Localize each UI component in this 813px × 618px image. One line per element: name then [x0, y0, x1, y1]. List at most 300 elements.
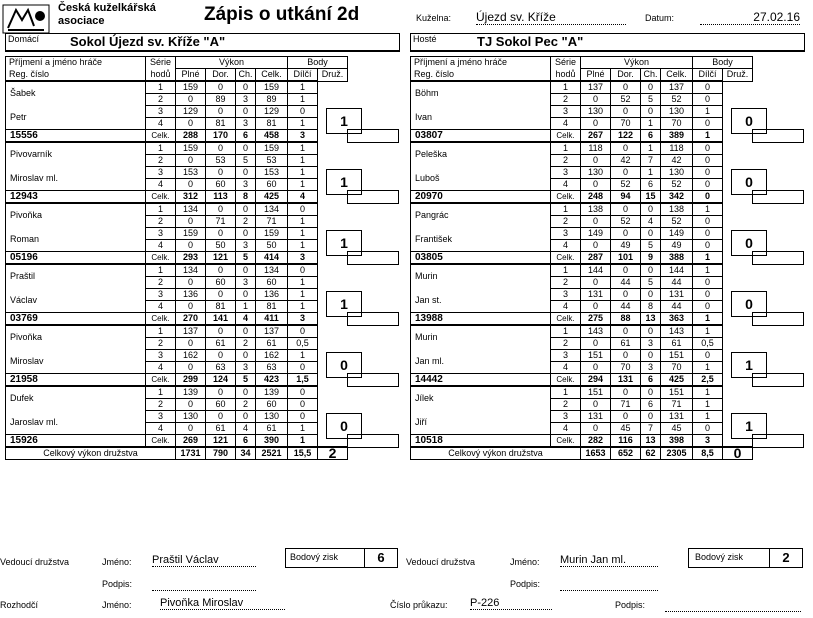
score-cell: 1 [288, 142, 318, 155]
score-cell: 0 [206, 142, 236, 155]
player-reg-number: 13988 [411, 313, 551, 326]
total-cell: 3 [693, 435, 723, 448]
total-cell: 6 [641, 374, 661, 387]
team-total-row [411, 447, 804, 460]
header-body: Body [693, 57, 753, 69]
score-cell: 81 [206, 118, 236, 130]
datum-value: 27.02.16 [700, 10, 800, 25]
team-total-cell: 2305 [661, 447, 693, 460]
score-cell: 130 [176, 411, 206, 423]
serie-cell: 3 [551, 228, 581, 240]
score-cell: 137 [256, 325, 288, 338]
score-cell: 81 [256, 118, 288, 130]
player-druz-points: 0 [731, 169, 767, 195]
score-cell: 0 [176, 399, 206, 411]
home-zisk-box [285, 548, 398, 568]
score-cell: 0 [206, 167, 236, 179]
score-cell: 0 [693, 301, 723, 313]
score-cell: 0 [236, 142, 256, 155]
score-cell: 81 [256, 301, 288, 313]
score-cell: 0 [611, 386, 641, 399]
score-cell: 0 [693, 142, 723, 155]
score-cell: 139 [176, 386, 206, 399]
score-cell: 0 [176, 118, 206, 130]
away-jmeno-label: Jméno: [510, 557, 540, 567]
player-surname: Praštil [6, 264, 146, 289]
player-surname: Jílek [411, 386, 551, 411]
score-cell: 49 [611, 240, 641, 252]
score-cell: 4 [641, 216, 661, 228]
total-cell: 94 [611, 191, 641, 204]
score-cell: 0,5 [288, 338, 318, 350]
serie-cell: 4 [551, 362, 581, 374]
score-cell: 71 [206, 216, 236, 228]
score-cell: 151 [581, 386, 611, 399]
score-cell: 0,5 [693, 338, 723, 350]
score-cell: 5 [236, 155, 256, 167]
score-cell: 0 [641, 411, 661, 423]
header-name: Příjmení a jméno hráče [6, 57, 146, 69]
score-cell: 1 [288, 118, 318, 130]
serie-cell: 4 [146, 240, 176, 252]
total-cell: 3 [288, 130, 318, 143]
serie-cell: 1 [146, 81, 176, 94]
team-total-cell: 34 [236, 447, 256, 460]
score-cell: 0 [611, 228, 641, 240]
rozhodci-label: Rozhodčí [0, 600, 39, 610]
player-first-name: Jiří [411, 411, 551, 435]
score-cell: 44 [611, 301, 641, 313]
score-cell: 0 [693, 94, 723, 106]
score-cell: 5 [641, 240, 661, 252]
score-cell: 0 [236, 386, 256, 399]
score-cell: 0 [236, 106, 256, 118]
total-cell: 1 [288, 435, 318, 448]
total-cell: 5 [236, 252, 256, 265]
score-cell: 0 [581, 399, 611, 411]
score-cell: 0 [641, 81, 661, 94]
score-cell: 0 [236, 81, 256, 94]
serie-cell: 2 [146, 338, 176, 350]
score-cell: 45 [611, 423, 641, 435]
player-surname: Šabek [6, 81, 146, 106]
prukaz-label: Číslo průkazu: [390, 600, 448, 610]
total-cell: 121 [206, 435, 236, 448]
score-cell: 134 [176, 203, 206, 216]
total-cell: 3 [288, 252, 318, 265]
away-results-table [410, 56, 804, 460]
score-cell: 0 [581, 240, 611, 252]
score-cell: 42 [661, 155, 693, 167]
score-cell: 0 [611, 81, 641, 94]
serie-cell: 3 [146, 228, 176, 240]
total-label: Celk. [551, 435, 581, 448]
player-reg-number: 10518 [411, 435, 551, 448]
total-label: Celk. [551, 191, 581, 204]
org-line-1: Česká kuželkářská [58, 2, 156, 14]
home-role-label: Domácí [8, 34, 40, 44]
player-druz-points: 0 [326, 413, 362, 439]
table-row [411, 264, 804, 277]
score-cell: 0 [581, 179, 611, 191]
serie-cell: 2 [551, 94, 581, 106]
score-cell: 1 [693, 362, 723, 374]
team-total-row [6, 447, 399, 460]
header-ch: Ch. [641, 69, 661, 82]
serie-cell: 2 [551, 399, 581, 411]
serie-cell: 4 [146, 423, 176, 435]
total-cell: 2,5 [693, 374, 723, 387]
score-cell: 0 [206, 264, 236, 277]
score-cell: 71 [256, 216, 288, 228]
home-team-name: Sokol Újezd sv. Kříže "A" [70, 34, 226, 49]
header-ch: Ch. [236, 69, 256, 82]
score-cell: 0 [581, 277, 611, 289]
serie-cell: 4 [551, 179, 581, 191]
away-podpis-line [560, 580, 658, 591]
score-cell: 0 [611, 264, 641, 277]
score-cell: 61 [206, 423, 236, 435]
team-total-cell: 8,5 [693, 447, 723, 460]
score-cell: 0 [641, 325, 661, 338]
header-name: Příjmení a jméno hráče [411, 57, 551, 69]
player-druz-points: 1 [731, 352, 767, 378]
header-plne: Plné [581, 69, 611, 82]
rozhodci-podpis-label: Podpis: [615, 600, 646, 610]
serie-cell: 2 [146, 216, 176, 228]
serie-cell: 1 [551, 264, 581, 277]
serie-cell: 1 [146, 203, 176, 216]
serie-cell: 4 [551, 118, 581, 130]
score-cell: 71 [661, 399, 693, 411]
score-cell: 0 [641, 350, 661, 362]
total-cell: 282 [581, 435, 611, 448]
score-cell: 63 [206, 362, 236, 374]
score-cell: 0 [176, 277, 206, 289]
score-cell: 0 [206, 411, 236, 423]
header-hodu: hodů [551, 69, 581, 82]
home-jmeno-label: Jméno: [102, 557, 132, 567]
total-cell: 363 [661, 313, 693, 326]
prukaz-value: P-226 [470, 597, 552, 610]
score-cell: 5 [641, 277, 661, 289]
team-total-cell: 62 [641, 447, 661, 460]
score-cell: 0 [176, 94, 206, 106]
total-cell: 275 [581, 313, 611, 326]
druz-cell-wrap [723, 295, 753, 326]
total-cell: 267 [581, 130, 611, 143]
serie-cell: 3 [551, 106, 581, 118]
score-cell: 81 [206, 301, 236, 313]
player-druz-points: 0 [326, 352, 362, 378]
serie-cell: 1 [551, 81, 581, 94]
player-first-name: Luboš [411, 167, 551, 191]
player-druz-points: 1 [326, 291, 362, 317]
away-zisk-box [688, 548, 803, 568]
total-cell: 6 [641, 130, 661, 143]
score-cell: 0 [581, 423, 611, 435]
total-cell: 398 [661, 435, 693, 448]
header-vykon: Výkon [581, 57, 693, 69]
score-cell: 0 [693, 228, 723, 240]
score-cell: 63 [256, 362, 288, 374]
total-cell: 13 [641, 435, 661, 448]
score-cell: 0 [581, 362, 611, 374]
score-cell: 45 [661, 423, 693, 435]
header-celk: Celk. [661, 69, 693, 82]
table-row [411, 203, 804, 216]
score-cell: 149 [661, 228, 693, 240]
score-cell: 1 [693, 325, 723, 338]
header-spacer [753, 69, 804, 82]
score-cell: 3 [641, 362, 661, 374]
player-first-name: Jan ml. [411, 350, 551, 374]
score-cell: 1 [288, 216, 318, 228]
score-cell: 89 [206, 94, 236, 106]
table-row [411, 386, 804, 399]
score-cell: 136 [256, 289, 288, 301]
total-cell: 116 [611, 435, 641, 448]
score-cell: 0 [176, 423, 206, 435]
home-team-bar [5, 33, 400, 52]
player-reg-number: 21958 [6, 374, 146, 387]
score-cell: 131 [581, 289, 611, 301]
score-cell: 138 [661, 203, 693, 216]
score-cell: 162 [256, 350, 288, 362]
total-label: Celk. [551, 374, 581, 387]
score-cell: 0 [288, 106, 318, 118]
serie-cell: 2 [146, 155, 176, 167]
serie-cell: 3 [146, 167, 176, 179]
score-cell: 0 [236, 203, 256, 216]
score-cell: 0 [236, 228, 256, 240]
score-cell: 6 [641, 399, 661, 411]
score-cell: 0 [611, 289, 641, 301]
header-serie: Série [146, 57, 176, 69]
total-cell: 131 [611, 374, 641, 387]
score-cell: 1 [288, 301, 318, 313]
score-cell: 7 [641, 155, 661, 167]
score-cell: 0 [206, 325, 236, 338]
player-druz-points: 1 [326, 230, 362, 256]
score-cell: 60 [256, 179, 288, 191]
score-cell: 0 [176, 216, 206, 228]
player-reg-number: 15556 [6, 130, 146, 143]
score-cell: 60 [206, 277, 236, 289]
score-cell: 134 [176, 264, 206, 277]
druz-cell-wrap [318, 112, 348, 143]
total-cell: 423 [256, 374, 288, 387]
player-druz-points: 1 [326, 169, 362, 195]
score-cell: 7 [641, 423, 661, 435]
table-row [411, 142, 804, 155]
total-cell: 458 [256, 130, 288, 143]
score-cell: 53 [256, 155, 288, 167]
total-cell: 287 [581, 252, 611, 265]
score-cell: 0 [581, 94, 611, 106]
table-row [6, 203, 399, 216]
total-cell: 113 [206, 191, 236, 204]
player-first-name: Ivan [411, 106, 551, 130]
score-cell: 0 [236, 350, 256, 362]
player-surname: Pangrác [411, 203, 551, 228]
score-cell: 0 [693, 155, 723, 167]
score-cell: 1 [693, 264, 723, 277]
score-cell: 138 [581, 203, 611, 216]
total-cell: 6 [236, 130, 256, 143]
score-cell: 130 [581, 106, 611, 118]
header-druz: Druž. [723, 69, 753, 82]
score-cell: 52 [661, 94, 693, 106]
home-zisk-value: 6 [364, 549, 397, 567]
datum-label: Datum: [645, 13, 675, 23]
player-surname: Pivoňka [6, 203, 146, 228]
total-cell: 3 [288, 313, 318, 326]
score-cell: 70 [611, 362, 641, 374]
score-cell: 0 [641, 386, 661, 399]
score-cell: 130 [661, 167, 693, 179]
total-cell: 170 [206, 130, 236, 143]
total-cell: 299 [176, 374, 206, 387]
druz-cell-wrap [723, 356, 753, 387]
score-cell: 131 [661, 411, 693, 423]
player-surname: Pivoňka [6, 325, 146, 350]
score-cell: 71 [611, 399, 641, 411]
player-reg-number: 03807 [411, 130, 551, 143]
player-first-name: Jan st. [411, 289, 551, 313]
score-cell: 42 [611, 155, 641, 167]
score-cell: 61 [256, 423, 288, 435]
player-first-name: Petr [6, 106, 146, 130]
score-cell: 0 [641, 289, 661, 301]
header-dor: Dor. [206, 69, 236, 82]
score-cell: 1 [693, 203, 723, 216]
serie-cell: 4 [146, 301, 176, 313]
score-cell: 0 [288, 399, 318, 411]
serie-cell: 3 [551, 167, 581, 179]
score-cell: 159 [256, 142, 288, 155]
score-cell: 0 [581, 118, 611, 130]
score-cell: 50 [256, 240, 288, 252]
score-cell: 3 [236, 240, 256, 252]
header-body: Body [288, 57, 348, 69]
total-cell: 9 [641, 252, 661, 265]
score-cell: 0 [693, 216, 723, 228]
serie-cell: 4 [146, 118, 176, 130]
header-dor: Dor. [611, 69, 641, 82]
total-cell: 121 [206, 252, 236, 265]
total-cell: 388 [661, 252, 693, 265]
score-cell: 0 [693, 179, 723, 191]
header-dilci: Dílčí [288, 69, 318, 82]
score-cell: 137 [176, 325, 206, 338]
druz-cell-wrap [318, 417, 348, 448]
table-row [6, 81, 399, 94]
score-cell: 70 [611, 118, 641, 130]
score-cell: 0 [288, 362, 318, 374]
player-reg-number: 14442 [411, 374, 551, 387]
score-cell: 0 [693, 167, 723, 179]
score-cell: 0 [693, 277, 723, 289]
score-cell: 143 [661, 325, 693, 338]
header-plne: Plné [176, 69, 206, 82]
team-total-cell: 652 [611, 447, 641, 460]
home-zisk-label: Bodový zisk [290, 552, 339, 562]
score-cell: 0 [693, 240, 723, 252]
home-results-table [5, 56, 399, 460]
team-total-cell: 1731 [176, 447, 206, 460]
score-cell: 44 [661, 301, 693, 313]
score-cell: 50 [206, 240, 236, 252]
total-cell: 425 [661, 374, 693, 387]
total-cell: 1 [693, 130, 723, 143]
score-cell: 137 [661, 81, 693, 94]
player-reg-number: 03805 [411, 252, 551, 265]
score-cell: 0 [288, 264, 318, 277]
score-cell: 1 [641, 118, 661, 130]
player-first-name: Václav [6, 289, 146, 313]
score-cell: 0 [176, 179, 206, 191]
score-cell: 1 [693, 106, 723, 118]
away-role-label: Hosté [413, 34, 437, 44]
serie-cell: 4 [551, 423, 581, 435]
rozhodci-podpis-line [665, 601, 801, 612]
score-cell: 0 [641, 264, 661, 277]
score-cell: 0 [288, 325, 318, 338]
table-row [6, 142, 399, 155]
score-cell: 139 [256, 386, 288, 399]
player-surname: Böhm [411, 81, 551, 106]
player-first-name: František [411, 228, 551, 252]
score-cell: 44 [611, 277, 641, 289]
player-reg-number: 05196 [6, 252, 146, 265]
score-cell: 0 [581, 301, 611, 313]
serie-cell: 1 [146, 386, 176, 399]
score-cell: 0 [206, 350, 236, 362]
player-surname: Dufek [6, 386, 146, 411]
table-row [6, 386, 399, 399]
score-cell: 1 [693, 386, 723, 399]
druz-cell-wrap [723, 234, 753, 265]
score-cell: 151 [661, 386, 693, 399]
score-cell: 137 [581, 81, 611, 94]
header-vykon: Výkon [176, 57, 288, 69]
team-total-cell: 15,5 [288, 447, 318, 460]
table-row [6, 325, 399, 338]
total-cell: 4 [236, 313, 256, 326]
score-cell: 0 [288, 411, 318, 423]
total-cell: 270 [176, 313, 206, 326]
score-cell: 159 [176, 81, 206, 94]
score-cell: 53 [206, 155, 236, 167]
score-cell: 118 [581, 142, 611, 155]
team-total-cell: 790 [206, 447, 236, 460]
score-cell: 0 [176, 362, 206, 374]
score-cell: 0 [693, 423, 723, 435]
score-cell: 1 [288, 240, 318, 252]
header-dilci: Dílčí [693, 69, 723, 82]
total-cell: 1,5 [288, 374, 318, 387]
away-vedouci-label: Vedoucí družstva [406, 557, 476, 567]
serie-cell: 3 [551, 411, 581, 423]
total-cell: 88 [611, 313, 641, 326]
kuzelna-label: Kuželna: [416, 13, 452, 23]
player-druz-points: 0 [731, 291, 767, 317]
player-first-name: Miroslav ml. [6, 167, 146, 191]
score-cell: 151 [581, 350, 611, 362]
score-cell: 151 [661, 350, 693, 362]
header-hodu: hodů [146, 69, 176, 82]
